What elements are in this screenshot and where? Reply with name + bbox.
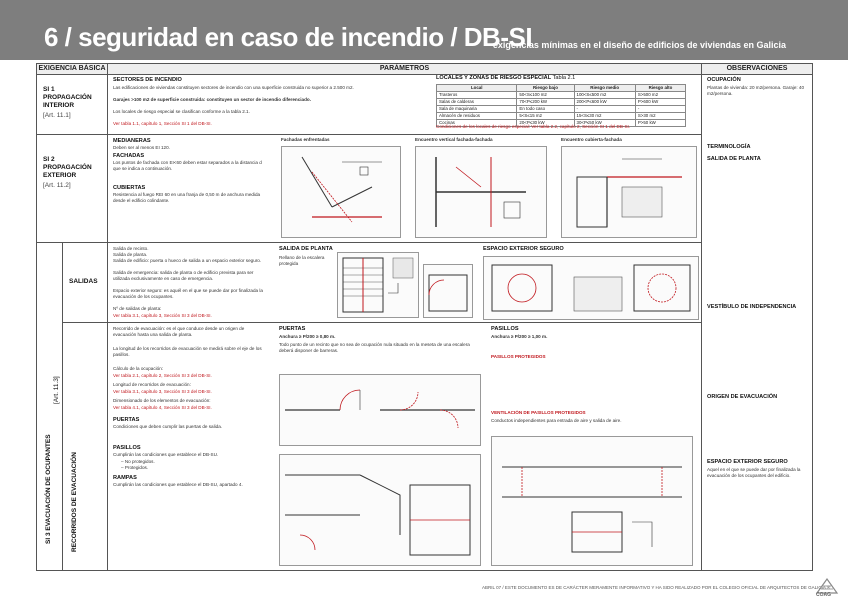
- fig-caption: Fachadas enfrentadas: [281, 137, 330, 142]
- salidas-ref: Ver tabla 3.1, capítulo 3, Sección SI 3 del DB-SI.: [113, 313, 212, 318]
- pasillos2-text: Anchura ≥ P/200 ≥ 1,00 m.: [491, 334, 548, 339]
- si1-text: Las edificaciones de viviendas constituyen sectores de incendio con una superficie construida no superior a 2.500 m2.: [113, 85, 354, 90]
- divider: [701, 64, 702, 570]
- escalera-plan: [338, 253, 418, 317]
- pasillos-protegidos-title: PASILLOS PROTEGIDOS: [491, 354, 546, 359]
- puertas-title: PUERTAS: [113, 417, 140, 423]
- si1-table-title-text: LOCALES Y ZONAS DE RIESGO ESPECIAL: [436, 75, 552, 81]
- table-cell: S>500 m2: [635, 92, 685, 99]
- obs-espacio-text: Aquel en el que se puede dar por finalizada la evacuación de los ocupantes del edificio.: [707, 467, 801, 478]
- row-label-salidas: SALIDAS: [69, 278, 98, 285]
- puerta-detail: [424, 265, 472, 317]
- cubierta-diagram: [562, 147, 696, 237]
- si1-table-title: [436, 75, 575, 82]
- obs-salida-planta-title: SALIDA DE PLANTA: [707, 156, 761, 162]
- pasillos-bullet: – No protegidos.: [121, 459, 155, 464]
- obs-origen-title: ORIGEN DE EVACUACIÓN: [707, 394, 778, 400]
- fig-caption: Encuentro cubierta-fachada: [561, 137, 622, 142]
- pasillos-bullet-text: No protegidos.: [124, 459, 155, 464]
- encuentro-fachada-figure: [415, 146, 547, 238]
- row-ref-si3: [Art. 11.3]: [53, 376, 60, 404]
- logo-text: COAG: [816, 592, 831, 598]
- table-cell: 70<P≤200 kW: [517, 99, 574, 106]
- obs-ocupacion-title: OCUPACIÓN: [707, 77, 741, 83]
- salidas-text: Nº de salidas de planta:: [113, 306, 162, 311]
- table-cell: Salas de calderas: [437, 99, 517, 106]
- recorridos-text: Longitud de recorridos de evacuación:: [113, 382, 191, 387]
- fachadas-enfrentadas-figure: [281, 146, 401, 238]
- salidas-text: Salida de recinto.: [113, 246, 149, 251]
- espacio-exterior-figure: [483, 256, 699, 320]
- salidas-text: Salida de emergencia: salida de planta o de edificio prevista para ser utilizada exclusivamente en caso de emergencia.: [113, 270, 254, 281]
- table-cell: 15<S≤30 m2: [574, 113, 635, 120]
- row-label-si1: SI 1 PROPAGACIÓN INTERIOR: [43, 86, 92, 109]
- rampas-text: Cumplirán las condiciones que establece el DB-SU, apartado 4.: [113, 482, 243, 487]
- salida-planta-text: Rellano de la escalera protegida: [279, 255, 325, 266]
- row-label-si2: SI 2 PROPAGACIÓN EXTERIOR: [43, 156, 92, 179]
- table-cell: Sala de maquinaria: [437, 106, 517, 113]
- si1-text: Los locales de riesgo especial se clasifican conforme a la tabla 2.1.: [113, 109, 250, 114]
- obs-terminologia-title: TERMINOLOGÍA: [707, 144, 751, 150]
- ventilacion-figure: [491, 436, 693, 566]
- row-ref-si2: [Art. 11.2]: [43, 182, 71, 189]
- table-cell: -: [635, 106, 685, 113]
- recorridos-text: Dimensionado de los elementos de evacuación:: [113, 398, 211, 403]
- recorridos-ref: Ver tabla 4.1, capítulo 4, Sección SI 3 del DB-SI.: [113, 405, 212, 410]
- pasillos-text: Cumplirán las condiciones que establece el DB-SU.: [113, 452, 219, 457]
- ventilacion-diagram: [492, 437, 692, 565]
- table-header-cell: Riesgo alto: [635, 85, 685, 92]
- rampas-diagram: [280, 455, 480, 565]
- espacio-exterior-diagram: [484, 257, 698, 319]
- recorridos-text: La longitud de los recorridos de evacuación se medirá sobre el eje de los pasillos.: [113, 346, 262, 357]
- divider: [37, 242, 701, 243]
- encuentro-diagram: [416, 147, 546, 237]
- table-cell: -: [574, 106, 635, 113]
- column-header-exigencia: EXIGENCIA BÁSICA: [37, 64, 107, 75]
- salida-planta-title: SALIDA DE PLANTA: [279, 246, 333, 252]
- table-cell: 100<S≤500 m2: [574, 92, 635, 99]
- risk-table: [436, 84, 686, 127]
- pasillos-bullet-text: Protegidos.: [124, 465, 149, 470]
- recorridos-ref: Ver tabla 3.1, capítulo 3, Sección SI 3 del DB-SI.: [113, 389, 212, 394]
- espacio-exterior-title: ESPACIO EXTERIOR SEGURO: [483, 246, 564, 252]
- table-cell: 50<S≤100 m2: [517, 92, 574, 99]
- pasillos-title: PASILLOS: [113, 445, 141, 451]
- table-header-cell: Riesgo medio: [574, 85, 635, 92]
- encuentro-cubierta-figure: [561, 146, 697, 238]
- salidas-text: Salida de edificio: puerta o hueco de salida a un espacio exterior seguro.: [113, 258, 262, 263]
- table-cell: P>50 kW: [635, 120, 685, 127]
- si2-text: Resistencia al fuego REI 60 en una franja de 0,50 m de anchura medida desde el edificio colindante.: [113, 192, 261, 203]
- table-row: [437, 99, 686, 106]
- page-title: 6 / seguridad en caso de incendio / DB-SI: [44, 22, 533, 52]
- divider: [107, 64, 108, 570]
- ventilacion-title: VENTILACIÓN DE PASILLOS PROTEGIDOS: [491, 410, 586, 415]
- table-header-cell: Riesgo bajo: [517, 85, 574, 92]
- row-label-si3: SI 3 EVACUACIÓN DE OCUPANTES: [45, 434, 52, 544]
- puertas2-text: Anchura ≥ P/200 ≥ 0,80 m.: [279, 334, 336, 339]
- page-subtitle: exigencias mínimas en el diseño de edificios de viviendas en Galicia: [492, 40, 786, 50]
- table-row: [437, 106, 686, 113]
- divider: [62, 242, 63, 570]
- si1-table-ref: Tabla 2.1: [552, 75, 576, 81]
- table-cell: S>30 m2: [635, 113, 685, 120]
- column-header-observaciones: OBSERVACIONES: [702, 64, 812, 75]
- puertas-diagram: [280, 375, 480, 445]
- header-bar: [0, 0, 848, 60]
- si1-title: SECTORES DE INCENDIO: [113, 77, 182, 83]
- si1-table-note: Condiciones de los locales de riesgo especial: Ver tabla 2.2, capítulo 2, Sección SI 1 del DB-SI.: [436, 124, 631, 129]
- salida-planta-detail-figure: [423, 264, 473, 318]
- table-cell: En todo caso: [517, 106, 574, 113]
- fig-caption: Encuentro vertical fachada-fachada: [415, 137, 493, 142]
- table-header-cell: Local: [437, 85, 517, 92]
- obs-vestibulo-title: VESTÍBULO DE INDEPENDENCIA: [707, 304, 797, 310]
- recorridos-text: Cálculo de la ocupación:: [113, 366, 164, 371]
- table-row: [437, 113, 686, 120]
- obs-ocupacion-text: Plantas de vivienda: 20 m2/persona. Garaje: 40 m2/persona.: [707, 85, 805, 96]
- si2-text: Los puntos de fachada con EI<60 deben estar separados a la distancia d que se indica a continuación.: [113, 160, 262, 171]
- table-cell: Trasteros: [437, 92, 517, 99]
- salida-planta-figure: [337, 252, 419, 318]
- footer-note: ABRIL 07 / ESTE DOCUMENTO ES DE CARÁCTER MERAMENTE INFORMATIVO Y HA SIDO REALIZADO POR EL COLEGIO OFICIAL DE ARQUITECTOS DE GALICIA ®: [482, 585, 831, 590]
- divider: [62, 322, 701, 323]
- si2-text: Deben ser al menos EI 120.: [113, 145, 170, 150]
- rampas-title: RAMPAS: [113, 475, 137, 481]
- table-cell: Almacén de residuos: [437, 113, 517, 120]
- fachadas-diagram: [282, 147, 400, 237]
- pasillos2-title: PASILLOS: [491, 326, 519, 332]
- table-cell: 200<P≤600 kW: [574, 99, 635, 106]
- ventilacion-text: Conductos independientes para entrada de aire y salida de aire.: [491, 418, 622, 423]
- recorridos-text: Recorrido de evacuación: es el que conduce desde un origen de evacuación hasta una salida de planta.: [113, 326, 245, 337]
- si1-text: Garajes >100 m2 de superficie construida: constituyen un sector de incendio diferenciado.: [113, 97, 311, 102]
- table-cell: 5<S≤15 m2: [517, 113, 574, 120]
- table-cell: Cocinas: [437, 120, 517, 127]
- puertas2-text: Todo punto de un recinto que no sea de ocupación nula situado en la meseta de una escalera deberá disponer de barreras.: [279, 342, 470, 353]
- puertas-text: Condiciones que deben cumplir las puertas de salida.: [113, 424, 223, 429]
- si2-title-fachadas: FACHADAS: [113, 153, 145, 159]
- rampas-plan-figure: [279, 454, 481, 566]
- pasillos-bullet: – Protegidos.: [121, 465, 149, 470]
- row-ref-si1: [Art. 11.1]: [43, 112, 71, 119]
- table-header-row: [437, 85, 686, 92]
- divider: [37, 134, 701, 135]
- si2-title-cubiertas: CUBIERTAS: [113, 185, 146, 191]
- table-row: [437, 92, 686, 99]
- row-label-recorridos: RECORRIDOS DE EVACUACIÓN: [71, 452, 78, 552]
- puertas-plan-figure: [279, 374, 481, 446]
- puertas2-title: PUERTAS: [279, 326, 306, 332]
- recorridos-ref: Ver tabla 2.1, capítulo 2, Sección SI 3 del DB-SI.: [113, 373, 212, 378]
- content-table: [36, 63, 813, 571]
- si1-ref: Ver tabla 1.1, capítulo 1, Sección SI 1 del DB-SI.: [113, 121, 212, 126]
- salidas-text: Salida de planta.: [113, 252, 148, 257]
- si2-title-medianeras: MEDIANERAS: [113, 138, 151, 144]
- table-cell: P>600 kW: [635, 99, 685, 106]
- table-cell: 20<P≤30 kW: [517, 120, 574, 127]
- obs-espacio-title: ESPACIO EXTERIOR SEGURO: [707, 459, 788, 465]
- table-cell: 30<P≤50 kW: [574, 120, 635, 127]
- column-header-parametros: PARÁMETROS: [108, 64, 701, 75]
- salidas-text: Espacio exterior seguro: es aquél en el que se puede dar por finalizada la evacuación de los ocupantes.: [113, 288, 263, 299]
